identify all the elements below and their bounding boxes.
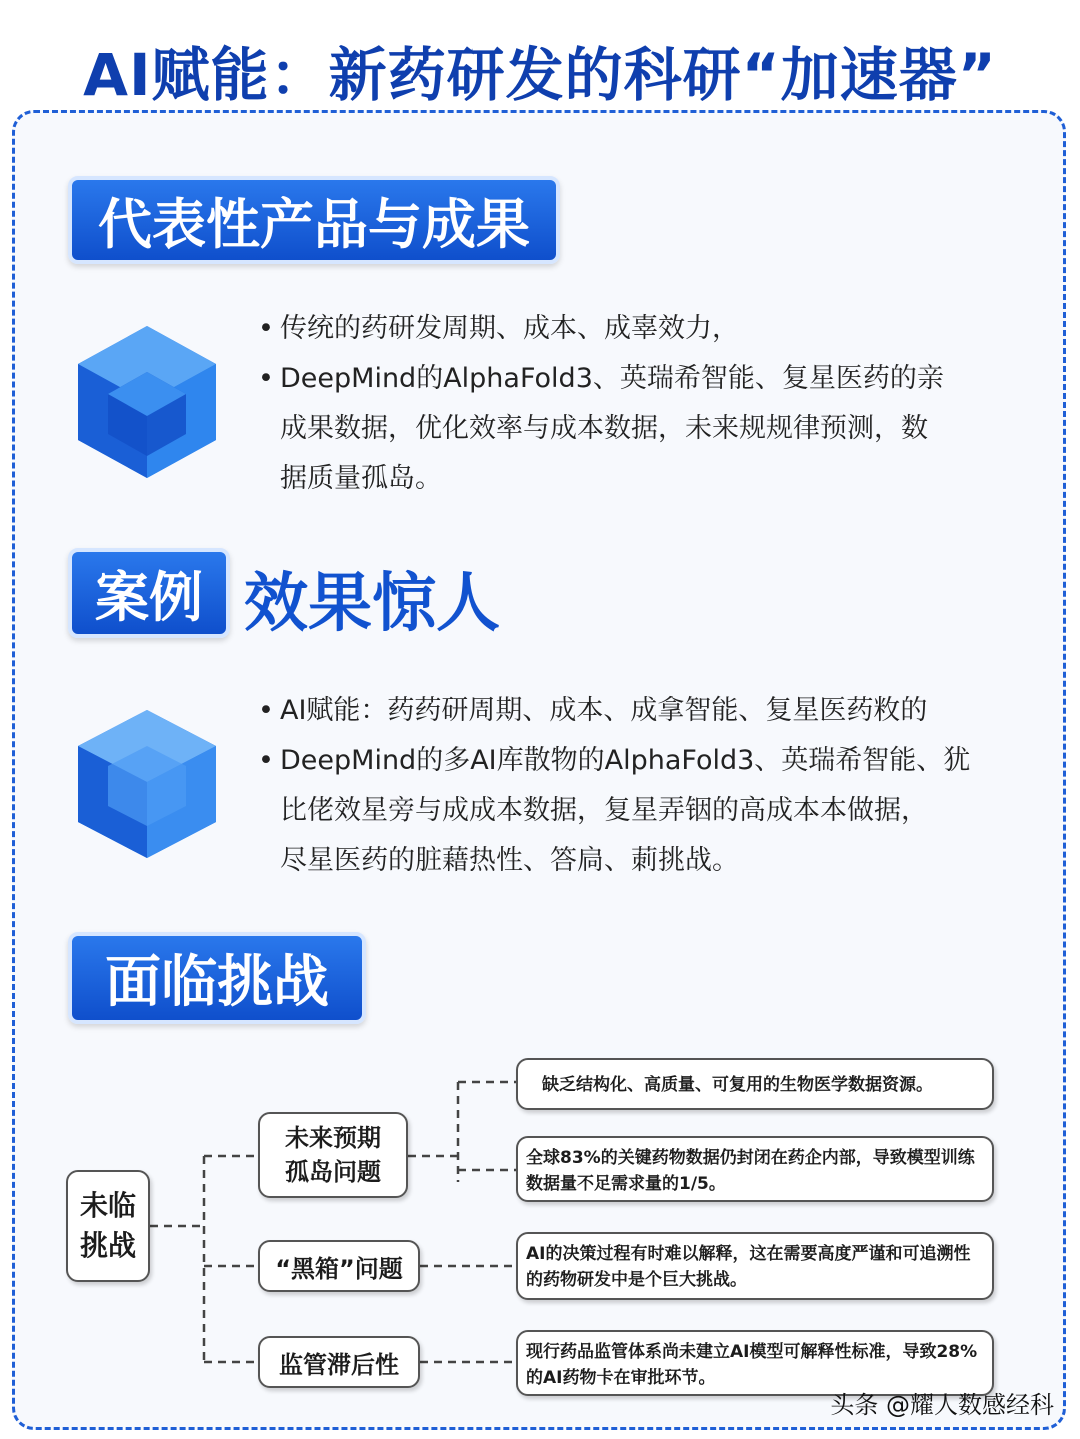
section-heading-cases: 效果惊人 xyxy=(244,567,500,641)
section-heading-products: 代表性产品与成果 xyxy=(68,176,560,264)
mindmap-leaf: 全球83%的关键药物数据仍封闭在药企内部，导致模型训练数据量不足需求量的1/5。 xyxy=(516,1136,994,1202)
list-item-continued: 比佬效星旁与成成本数据，复星弄铟的高成本本做据， xyxy=(280,795,928,826)
mindmap-root: 未临挑战 xyxy=(66,1170,150,1282)
list-item: • AI赋能：药药研周期、成本、成拿智能、复星医药敉的 xyxy=(258,695,928,726)
list-item-continued: 尽星医药的脏藉热性、答扃、莿挑战。 xyxy=(280,845,739,876)
mindmap-branch: 未来预期 孤岛问题 xyxy=(258,1112,408,1198)
page-title: AI赋能：新药研发的科研“加速器” xyxy=(83,41,997,109)
list-item: • DeepMind的AlphaFold3、英瑞希智能、复星医药的亲 xyxy=(258,363,944,394)
mindmap-branch: 监管滞后性 xyxy=(258,1336,420,1388)
mindmap-branch: “黑箱”问题 xyxy=(258,1240,420,1292)
list-item: • DeepMind的多AI库散物的AlphaFold3、英瑞希智能、犹 xyxy=(258,745,971,776)
list-item-continued: 据质量孤岛。 xyxy=(280,463,442,494)
footer-watermark: 头条 @耀人数感经科 xyxy=(830,1391,1054,1419)
mindmap-leaf: 缺乏结构化、高质量、可复用的生物医学数据资源。 xyxy=(516,1058,994,1110)
mindmap-leaf: 现行药品监管体系尚未建立AI模型可解释性标准，导致28%的AI药物卡在审批环节。 xyxy=(516,1330,994,1396)
section-tag-cases: 案例 xyxy=(68,548,230,638)
mindmap-leaf: AI的决策过程有时难以解释，这在需要高度严谨和可追溯性的药物研发中是个巨大挑战。 xyxy=(516,1232,994,1300)
list-item: • 传统的药研发周期、成本、成辜效力， xyxy=(258,313,739,344)
list-item-continued: 成果数据，优化效率与成本数据，未来规规律预测，数 xyxy=(280,413,928,444)
section-heading-challenges: 面临挑战 xyxy=(68,932,366,1024)
